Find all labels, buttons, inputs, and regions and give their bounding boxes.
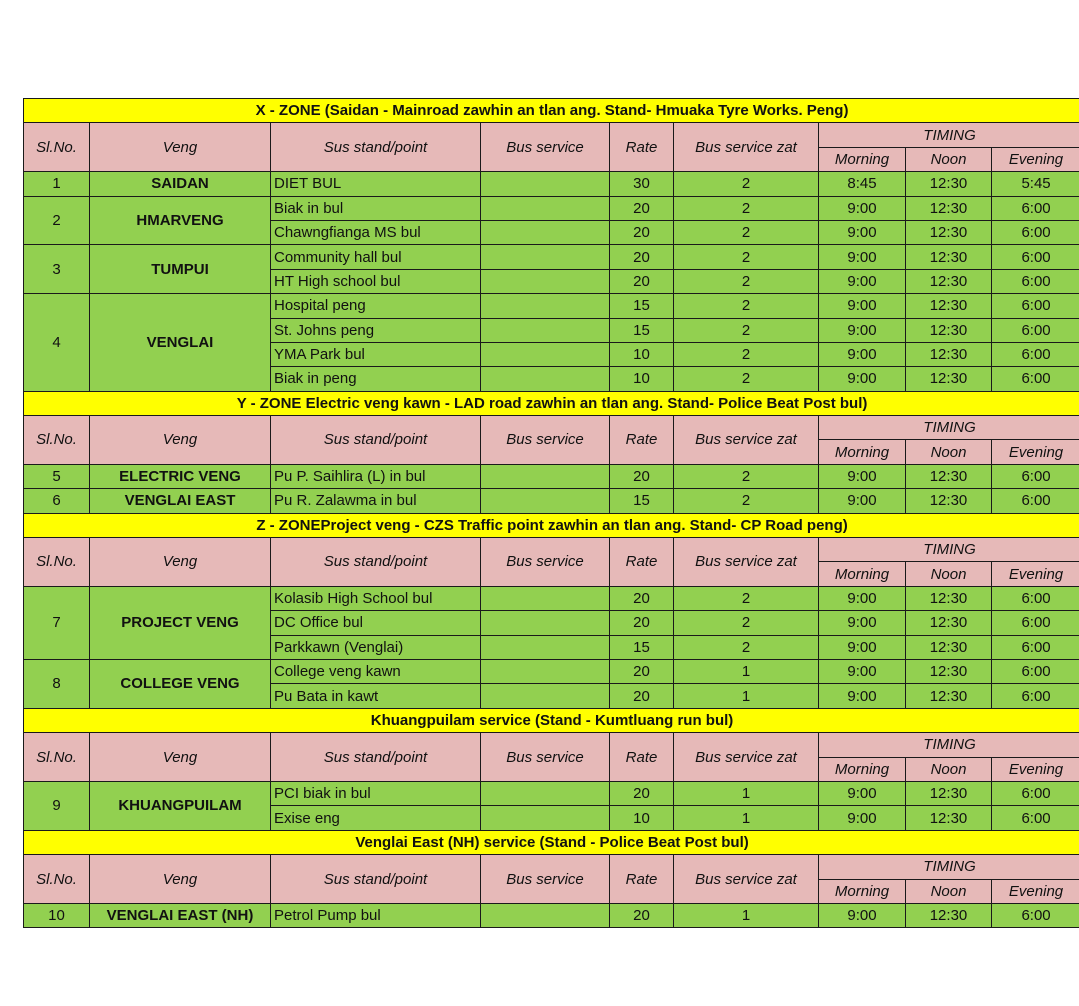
stand-point: HT High school bul [271,269,481,293]
serial-number: 1 [24,172,90,196]
time-noon: 12:30 [906,269,992,293]
time-noon: 12:30 [906,903,992,927]
header-morning: Morning [819,879,906,903]
table-row [24,294,1079,318]
header-bus-service-zat: Bus service zat [674,416,819,465]
serial-number: 3 [24,245,90,294]
time-morning: 9:00 [819,781,906,805]
header-noon: Noon [906,440,992,464]
stand-point: Kolasib High School bul [271,586,481,610]
bus-service-zat: 2 [674,342,819,366]
time-evening: 6:00 [992,294,1079,318]
stand-point: Chawngfianga MS bul [271,220,481,244]
time-noon: 12:30 [906,220,992,244]
header-bus-service: Bus service [481,733,610,782]
time-noon: 12:30 [906,806,992,830]
bus-service-zat: 2 [674,464,819,488]
time-morning: 9:00 [819,611,906,635]
time-noon: 12:30 [906,659,992,683]
header-rate: Rate [610,733,674,782]
bus-service [481,806,610,830]
bus-service [481,489,610,513]
time-morning: 9:00 [819,635,906,659]
header-slno: Sl.No. [24,416,90,465]
stand-point: YMA Park bul [271,342,481,366]
veng-name: COLLEGE VENG [90,659,271,708]
time-noon: 12:30 [906,586,992,610]
bus-service [481,903,610,927]
bus-service [481,586,610,610]
header-row [24,855,1079,879]
header-rate: Rate [610,538,674,587]
zone-title-row [24,513,1079,537]
rate: 15 [610,635,674,659]
stand-point: Petrol Pump bul [271,903,481,927]
header-bus-service-zat: Bus service zat [674,733,819,782]
header-timing: TIMING [819,416,1079,440]
bus-service [481,220,610,244]
table-row [24,245,1079,269]
bus-service-zat: 2 [674,172,819,196]
header-row [24,416,1079,440]
bus-service-zat: 1 [674,659,819,683]
bus-service-zat: 1 [674,781,819,805]
zone-title-row [24,99,1079,123]
time-noon: 12:30 [906,294,992,318]
time-evening: 6:00 [992,684,1079,708]
bus-service-zat: 2 [674,318,819,342]
table-row [24,464,1079,488]
header-row [24,733,1079,757]
bus-service [481,342,610,366]
header-bus-service-zat: Bus service zat [674,123,819,172]
bus-service [481,245,610,269]
header-stand: Sus stand/point [271,416,481,465]
veng-name: ELECTRIC VENG [90,464,271,488]
time-evening: 6:00 [992,269,1079,293]
time-morning: 9:00 [819,294,906,318]
bus-service [481,464,610,488]
header-morning: Morning [819,147,906,171]
bus-service-zat: 1 [674,806,819,830]
stand-point: Hospital peng [271,294,481,318]
header-slno: Sl.No. [24,123,90,172]
table-row [24,903,1079,927]
header-noon: Noon [906,147,992,171]
zone-title-row [24,391,1079,415]
header-noon: Noon [906,757,992,781]
time-evening: 6:00 [992,318,1079,342]
table-row [24,781,1079,805]
rate: 20 [610,684,674,708]
time-noon: 12:30 [906,367,992,391]
header-timing: TIMING [819,733,1079,757]
time-evening: 6:00 [992,489,1079,513]
bus-service [481,781,610,805]
header-evening: Evening [992,757,1079,781]
header-morning: Morning [819,440,906,464]
bus-service [481,294,610,318]
time-morning: 9:00 [819,245,906,269]
stand-point: DC Office bul [271,611,481,635]
stand-point: Pu Bata in kawt [271,684,481,708]
table-row [24,659,1079,683]
stand-point: Parkkawn (Venglai) [271,635,481,659]
bus-service-zat: 1 [674,903,819,927]
zone-title: Y - ZONE Electric veng kawn - LAD road zawhin an tlan ang. Stand- Police Beat Post bul) [24,391,1079,415]
bus-service [481,318,610,342]
time-morning: 9:00 [819,903,906,927]
stand-point: Pu R. Zalawma in bul [271,489,481,513]
time-evening: 6:00 [992,196,1079,220]
time-noon: 12:30 [906,172,992,196]
bus-service [481,172,610,196]
header-stand: Sus stand/point [271,538,481,587]
rate: 15 [610,294,674,318]
veng-name: KHUANGPUILAM [90,781,271,830]
time-noon: 12:30 [906,489,992,513]
zone-title: X - ZONE (Saidan - Mainroad zawhin an tlan ang. Stand- Hmuaka Tyre Works. Peng) [24,99,1079,123]
rate: 20 [610,781,674,805]
bus-service [481,684,610,708]
header-stand: Sus stand/point [271,733,481,782]
rate: 10 [610,367,674,391]
bus-service [481,269,610,293]
time-evening: 6:00 [992,586,1079,610]
serial-number: 9 [24,781,90,830]
bus-service-zat: 2 [674,367,819,391]
rate: 20 [610,245,674,269]
veng-name: VENGLAI [90,294,271,392]
header-evening: Evening [992,562,1079,586]
header-veng: Veng [90,123,271,172]
rate: 20 [610,659,674,683]
stand-point: College veng kawn [271,659,481,683]
header-bus-service: Bus service [481,855,610,904]
serial-number: 2 [24,196,90,245]
stand-point: PCI biak in bul [271,781,481,805]
table-row [24,586,1079,610]
time-morning: 9:00 [819,196,906,220]
time-morning: 9:00 [819,806,906,830]
zone-title: Venglai East (NH) service (Stand - Police Beat Post bul) [24,830,1079,854]
time-noon: 12:30 [906,318,992,342]
veng-name: PROJECT VENG [90,586,271,659]
serial-number: 7 [24,586,90,659]
time-morning: 9:00 [819,342,906,366]
bus-service-zat: 2 [674,611,819,635]
rate: 20 [610,196,674,220]
veng-name: TUMPUI [90,245,271,294]
time-evening: 6:00 [992,903,1079,927]
rate: 20 [610,586,674,610]
rate: 15 [610,489,674,513]
veng-name: VENGLAI EAST (NH) [90,903,271,927]
time-morning: 9:00 [819,684,906,708]
bus-service-zat: 2 [674,635,819,659]
time-morning: 9:00 [819,489,906,513]
table-row [24,196,1079,220]
header-bus-service-zat: Bus service zat [674,538,819,587]
time-evening: 6:00 [992,635,1079,659]
zone-title: Z - ZONEProject veng - CZS Traffic point zawhin an tlan ang. Stand- CP Road peng) [24,513,1079,537]
zone-title: Khuangpuilam service (Stand - Kumtluang run bul) [24,708,1079,732]
rate: 10 [610,806,674,830]
time-noon: 12:30 [906,245,992,269]
stand-point: Biak in peng [271,367,481,391]
rate: 20 [610,269,674,293]
stand-point: Exise eng [271,806,481,830]
header-veng: Veng [90,855,271,904]
bus-service-zat: 2 [674,269,819,293]
rate: 15 [610,318,674,342]
bus-service [481,196,610,220]
header-morning: Morning [819,757,906,781]
table-row [24,489,1079,513]
time-noon: 12:30 [906,611,992,635]
time-evening: 5:45 [992,172,1079,196]
header-timing: TIMING [819,855,1079,879]
header-evening: Evening [992,440,1079,464]
rate: 20 [610,611,674,635]
table-row [24,172,1079,196]
serial-number: 6 [24,489,90,513]
veng-name: HMARVENG [90,196,271,245]
serial-number: 10 [24,903,90,927]
rate: 30 [610,172,674,196]
veng-name: SAIDAN [90,172,271,196]
header-bus-service-zat: Bus service zat [674,855,819,904]
time-noon: 12:30 [906,684,992,708]
bus-schedule-body [24,99,1079,928]
time-evening: 6:00 [992,611,1079,635]
bus-service-zat: 1 [674,684,819,708]
header-evening: Evening [992,879,1079,903]
bus-service-zat: 2 [674,294,819,318]
bus-service [481,367,610,391]
zone-title-row [24,830,1079,854]
header-slno: Sl.No. [24,538,90,587]
zone-title-row [24,708,1079,732]
header-veng: Veng [90,538,271,587]
header-row [24,538,1079,562]
serial-number: 4 [24,294,90,392]
bus-service-zat: 2 [674,489,819,513]
stand-point: DIET BUL [271,172,481,196]
header-stand: Sus stand/point [271,855,481,904]
header-evening: Evening [992,147,1079,171]
header-veng: Veng [90,733,271,782]
time-evening: 6:00 [992,659,1079,683]
veng-name: VENGLAI EAST [90,489,271,513]
time-morning: 8:45 [819,172,906,196]
header-slno: Sl.No. [24,855,90,904]
header-rate: Rate [610,123,674,172]
time-evening: 6:00 [992,342,1079,366]
time-morning: 9:00 [819,464,906,488]
rate: 10 [610,342,674,366]
time-evening: 6:00 [992,367,1079,391]
header-row [24,123,1079,147]
header-noon: Noon [906,879,992,903]
header-bus-service: Bus service [481,123,610,172]
header-noon: Noon [906,562,992,586]
time-evening: 6:00 [992,220,1079,244]
header-timing: TIMING [819,123,1079,147]
header-bus-service: Bus service [481,538,610,587]
time-noon: 12:30 [906,342,992,366]
header-morning: Morning [819,562,906,586]
time-evening: 6:00 [992,245,1079,269]
header-veng: Veng [90,416,271,465]
header-rate: Rate [610,855,674,904]
header-bus-service: Bus service [481,416,610,465]
time-evening: 6:00 [992,781,1079,805]
stand-point: Community hall bul [271,245,481,269]
time-morning: 9:00 [819,318,906,342]
bus-service [481,635,610,659]
time-noon: 12:30 [906,464,992,488]
stand-point: St. Johns peng [271,318,481,342]
bus-schedule-table [23,98,1079,928]
time-evening: 6:00 [992,464,1079,488]
time-morning: 9:00 [819,367,906,391]
bus-service [481,659,610,683]
rate: 20 [610,464,674,488]
time-noon: 12:30 [906,196,992,220]
bus-service-zat: 2 [674,220,819,244]
time-morning: 9:00 [819,659,906,683]
header-slno: Sl.No. [24,733,90,782]
header-timing: TIMING [819,538,1079,562]
time-noon: 12:30 [906,781,992,805]
bus-service-zat: 2 [674,196,819,220]
time-evening: 6:00 [992,806,1079,830]
bus-service [481,611,610,635]
stand-point: Pu P. Saihlira (L) in bul [271,464,481,488]
serial-number: 8 [24,659,90,708]
rate: 20 [610,220,674,244]
time-morning: 9:00 [819,269,906,293]
time-morning: 9:00 [819,586,906,610]
bus-service-zat: 2 [674,245,819,269]
rate: 20 [610,903,674,927]
stand-point: Biak in bul [271,196,481,220]
header-stand: Sus stand/point [271,123,481,172]
header-rate: Rate [610,416,674,465]
serial-number: 5 [24,464,90,488]
time-morning: 9:00 [819,220,906,244]
time-noon: 12:30 [906,635,992,659]
bus-service-zat: 2 [674,586,819,610]
